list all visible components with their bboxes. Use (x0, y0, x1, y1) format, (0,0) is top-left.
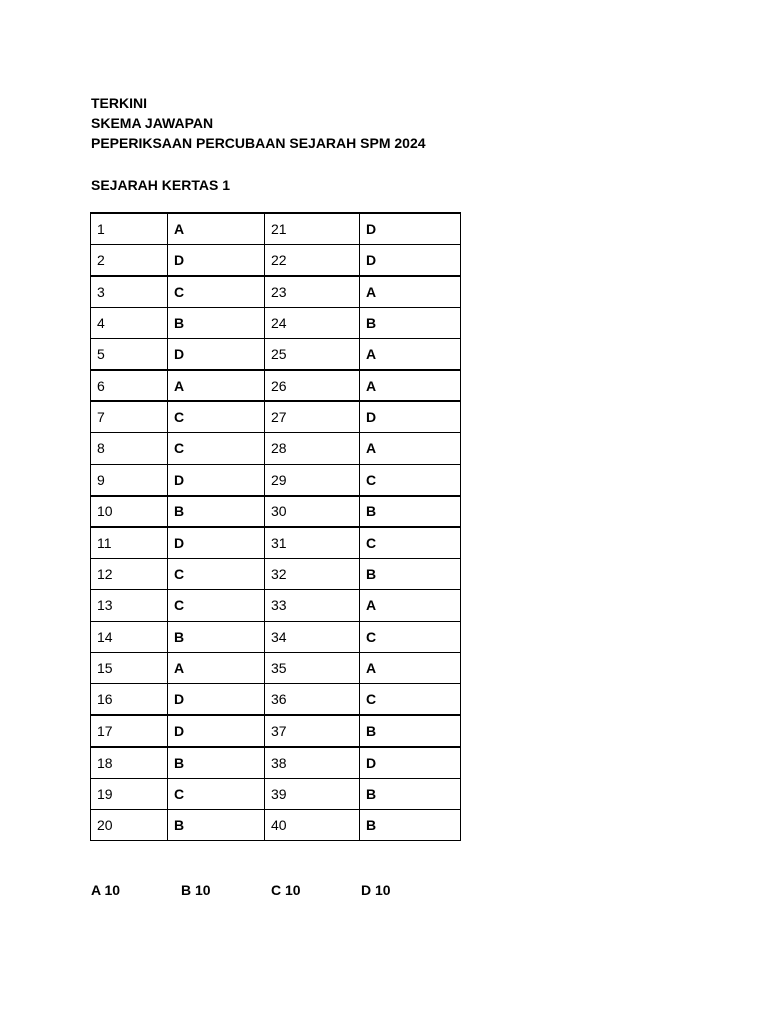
answer-letter: A (360, 590, 461, 621)
question-number: 35 (265, 652, 360, 683)
answer-letter: D (168, 527, 265, 558)
answer-letter: C (168, 433, 265, 464)
table-row (91, 307, 461, 338)
question-number: 26 (265, 370, 360, 401)
question-number: 39 (265, 778, 360, 809)
table-row (91, 747, 461, 778)
header-line-terkini: TERKINI (91, 95, 147, 111)
answer-letter: B (360, 307, 461, 338)
question-number: 23 (265, 276, 360, 307)
answer-letter: B (360, 778, 461, 809)
table-row (91, 558, 461, 589)
document-header (91, 93, 426, 153)
question-number: 14 (91, 621, 168, 652)
answer-letter: C (360, 527, 461, 558)
answer-letter: D (360, 401, 461, 432)
table-row (91, 621, 461, 652)
question-number: 20 (91, 809, 168, 840)
table-row (91, 778, 461, 809)
answer-letter: A (360, 276, 461, 307)
answer-letter: B (360, 809, 461, 840)
answer-key-body (91, 213, 461, 841)
answer-letter: D (168, 339, 265, 370)
question-number: 28 (265, 433, 360, 464)
question-number: 19 (91, 778, 168, 809)
answer-letter: C (168, 558, 265, 589)
header-line-skema: SKEMA JAWAPAN (91, 115, 214, 131)
answer-key-table (90, 212, 461, 841)
answer-letter: C (360, 684, 461, 715)
question-number: 6 (91, 370, 168, 401)
paper-subtitle: SEJARAH KERTAS 1 (91, 177, 230, 193)
question-number: 25 (265, 339, 360, 370)
answer-letter: A (360, 652, 461, 683)
answer-letter: A (168, 652, 265, 683)
question-number: 9 (91, 464, 168, 495)
question-number: 13 (91, 590, 168, 621)
question-number: 1 (91, 213, 168, 244)
question-number: 33 (265, 590, 360, 621)
table-row (91, 370, 461, 401)
table-row (91, 496, 461, 527)
answer-letter: B (360, 558, 461, 589)
question-number: 22 (265, 244, 360, 275)
question-number: 11 (91, 527, 168, 558)
answer-letter: A (168, 370, 265, 401)
question-number: 34 (265, 621, 360, 652)
question-number: 38 (265, 747, 360, 778)
question-number: 7 (91, 401, 168, 432)
answer-letter: C (168, 401, 265, 432)
question-number: 3 (91, 276, 168, 307)
question-number: 40 (265, 809, 360, 840)
question-number: 15 (91, 652, 168, 683)
count-d: D 10 (361, 882, 391, 898)
question-number: 30 (265, 496, 360, 527)
count-a: A 10 (91, 882, 121, 898)
question-number: 10 (91, 496, 168, 527)
question-number: 21 (265, 213, 360, 244)
answer-letter: D (168, 244, 265, 275)
question-number: 37 (265, 715, 360, 746)
question-number: 5 (91, 339, 168, 370)
answer-letter: D (168, 715, 265, 746)
table-row (91, 213, 461, 244)
table-row (91, 590, 461, 621)
table-row (91, 244, 461, 275)
answer-letter: B (360, 715, 461, 746)
question-number: 16 (91, 684, 168, 715)
answer-letter: A (360, 370, 461, 401)
answer-letter: D (168, 684, 265, 715)
question-number: 8 (91, 433, 168, 464)
question-number: 27 (265, 401, 360, 432)
answer-letter: C (168, 778, 265, 809)
answer-letter: C (360, 464, 461, 495)
table-row (91, 464, 461, 495)
answer-letter: B (168, 747, 265, 778)
header-line-exam-title: PEPERIKSAAN PERCUBAAN SEJARAH SPM 2024 (91, 135, 426, 151)
question-number: 29 (265, 464, 360, 495)
question-number: 24 (265, 307, 360, 338)
answer-letter: C (360, 621, 461, 652)
answer-letter: B (168, 307, 265, 338)
table-row (91, 339, 461, 370)
answer-letter: D (360, 244, 461, 275)
question-number: 17 (91, 715, 168, 746)
answer-letter: B (168, 496, 265, 527)
question-number: 2 (91, 244, 168, 275)
question-number: 12 (91, 558, 168, 589)
question-number: 31 (265, 527, 360, 558)
question-number: 36 (265, 684, 360, 715)
answer-letter: B (168, 621, 265, 652)
answer-letter: A (168, 213, 265, 244)
table-row (91, 684, 461, 715)
answer-letter: C (168, 590, 265, 621)
answer-letter: B (360, 496, 461, 527)
answer-count-summary (91, 880, 451, 900)
table-row (91, 276, 461, 307)
question-number: 32 (265, 558, 360, 589)
table-row (91, 401, 461, 432)
answer-letter: D (360, 213, 461, 244)
question-number: 18 (91, 747, 168, 778)
answer-letter: A (360, 433, 461, 464)
question-number: 4 (91, 307, 168, 338)
answer-letter: C (168, 276, 265, 307)
count-c: C 10 (271, 882, 301, 898)
table-row (91, 433, 461, 464)
table-row (91, 652, 461, 683)
answer-letter: A (360, 339, 461, 370)
answer-letter: B (168, 809, 265, 840)
table-row (91, 527, 461, 558)
answer-letter: D (168, 464, 265, 495)
count-b: B 10 (181, 882, 211, 898)
table-row (91, 715, 461, 746)
answer-letter: D (360, 747, 461, 778)
table-row (91, 809, 461, 840)
